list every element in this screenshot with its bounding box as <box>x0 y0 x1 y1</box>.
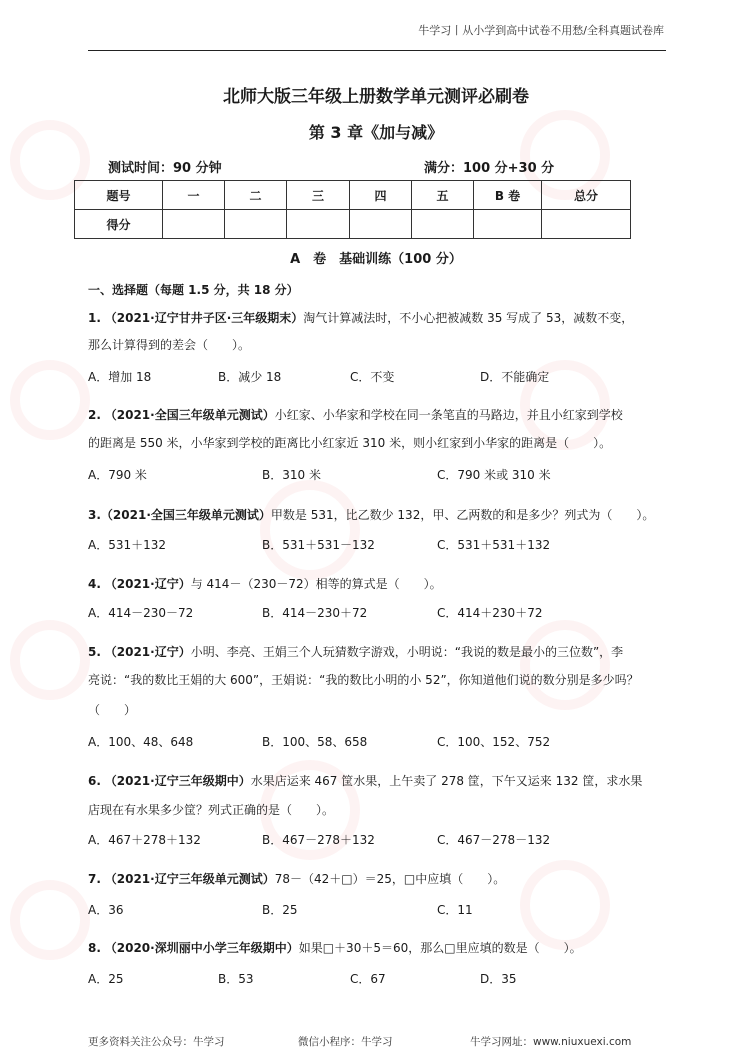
question-5-cont: 亮说：“我的数比王娟的大 600”，王娟说：“我的数比小明的小 52”，你知道他们说的数分别是多少吗？ <box>88 673 639 687</box>
watermark-logo <box>520 860 610 950</box>
option[interactable]: C．11 <box>437 903 473 917</box>
question-6: 6. （2021·辽宁三年级期中）水果店运来 467 筐水果，上午卖了 278 筐，下午又运来 132 筐，求水果 <box>88 774 643 788</box>
table-header-cell: 一 <box>163 181 225 210</box>
option[interactable]: A．790 米 <box>88 468 147 482</box>
question-1-cont: 那么计算得到的差会（ ）。 <box>88 338 251 352</box>
score-cell[interactable] <box>542 210 631 239</box>
watermark-logo <box>260 480 360 580</box>
option[interactable]: B．467－278＋132 <box>262 833 375 847</box>
option[interactable]: A．531＋132 <box>88 538 167 552</box>
score-table-header-row <box>75 181 631 210</box>
option[interactable]: C．414＋230＋72 <box>437 606 543 620</box>
option[interactable]: C．100、152、752 <box>437 735 551 749</box>
option[interactable]: A．100、48、648 <box>88 735 194 749</box>
full-score: 满分：100 分+30 分 <box>424 161 555 176</box>
score-cell[interactable] <box>350 210 412 239</box>
table-row-label: 得分 <box>75 210 163 239</box>
question-1: 1. （2021·辽宁甘井子区·三年级期末）淘气计算减法时，不小心把被减数 35 写成了 53，减数不变， <box>88 311 634 325</box>
question-5: 5. （2021·辽宁）小明、李亮、王娟三个人玩猜数字游戏，小明说：“我说的数是最小的三位数”，李 <box>88 645 624 659</box>
question-3: 3.（2021·全国三年级单元测试）甲数是 531，比乙数少 132，甲、乙两数的和是多少？列式为（ ）。 <box>88 508 655 522</box>
footer-wechat-account: 更多资料关注公众号：牛学习 <box>88 1036 225 1048</box>
question-2-cont: 的距离是 550 米，小华家到学校的距离比小红家近 310 米，则小红家到小华家的距离是（ ）。 <box>88 436 612 450</box>
option[interactable]: D．不能确定 <box>480 370 550 384</box>
score-cell[interactable] <box>412 210 474 239</box>
option[interactable]: A．467＋278＋132 <box>88 833 201 847</box>
table-header-cell: B 卷 <box>474 181 542 210</box>
header-divider <box>88 50 666 51</box>
watermark-logo <box>10 620 90 700</box>
question-2: 2. （2021·全国三年级单元测试）小红家、小华家和学校在同一条笔直的马路边，并且小红家到学校 <box>88 408 623 422</box>
page-title: 北师大版三年级上册数学单元测评必刷卷 <box>223 87 529 107</box>
score-cell[interactable] <box>287 210 350 239</box>
option[interactable]: C．不变 <box>350 370 395 384</box>
score-cell[interactable] <box>163 210 225 239</box>
option[interactable]: B．100、58、658 <box>262 735 368 749</box>
score-table <box>74 180 631 239</box>
footer-website-link[interactable]: 牛学习网址：www.niuxuexi.com <box>470 1036 632 1048</box>
section-a-heading: A 卷 基础训练（100 分） <box>290 252 462 267</box>
question-6-cont: 店现在有水果多少筐？列式正确的是（ ）。 <box>88 803 335 817</box>
question-4: 4. （2021·辽宁）与 414－（230－72）相等的算式是（ ）。 <box>88 577 442 591</box>
table-header-cell: 题号 <box>75 181 163 210</box>
question-8: 8. （2020·深圳丽中小学三年级期中）如果□＋30＋5＝60，那么□里应填的数是（ ）。 <box>88 941 582 955</box>
table-header-cell: 五 <box>412 181 474 210</box>
table-header-cell: 三 <box>287 181 350 210</box>
option[interactable]: B．414－230＋72 <box>262 606 368 620</box>
watermark-logo <box>10 360 90 440</box>
option[interactable]: A．增加 18 <box>88 370 152 384</box>
table-header-cell: 二 <box>225 181 287 210</box>
option[interactable]: D．35 <box>480 972 517 986</box>
table-header-cell: 总分 <box>542 181 631 210</box>
question-5-cont: （ ） <box>88 703 137 717</box>
option[interactable]: B．310 米 <box>262 468 321 482</box>
score-cell[interactable] <box>225 210 287 239</box>
score-cell[interactable] <box>474 210 542 239</box>
watermark-logo <box>520 620 610 710</box>
option[interactable]: B．减少 18 <box>218 370 282 384</box>
option[interactable]: B．25 <box>262 903 298 917</box>
option[interactable]: C．531＋531＋132 <box>437 538 551 552</box>
page-header-text: 牛学习丨从小学到高中试卷不用愁/全科真题试卷库 <box>418 24 664 37</box>
option[interactable]: C．67 <box>350 972 386 986</box>
footer-mini-program: 微信小程序：牛学习 <box>298 1036 393 1048</box>
question-7: 7. （2021·辽宁三年级单元测试）78－（42＋□）＝25，□中应填（ ）。 <box>88 872 506 886</box>
chapter-title: 第 3 章《加与减》 <box>308 123 444 142</box>
option[interactable]: A．25 <box>88 972 124 986</box>
score-table-score-row <box>75 210 631 239</box>
option[interactable]: C．790 米或 310 米 <box>437 468 551 482</box>
option[interactable]: C．467－278－132 <box>437 833 551 847</box>
test-time: 测试时间：90 分钟 <box>108 161 222 176</box>
section-1-heading: 一、选择题（每题 1.5 分，共 18 分） <box>88 283 299 297</box>
option[interactable]: A．36 <box>88 903 124 917</box>
option[interactable]: A．414－230－72 <box>88 606 194 620</box>
option[interactable]: B．531＋531－132 <box>262 538 375 552</box>
watermark-logo <box>10 880 90 960</box>
option[interactable]: B．53 <box>218 972 254 986</box>
table-header-cell: 四 <box>350 181 412 210</box>
